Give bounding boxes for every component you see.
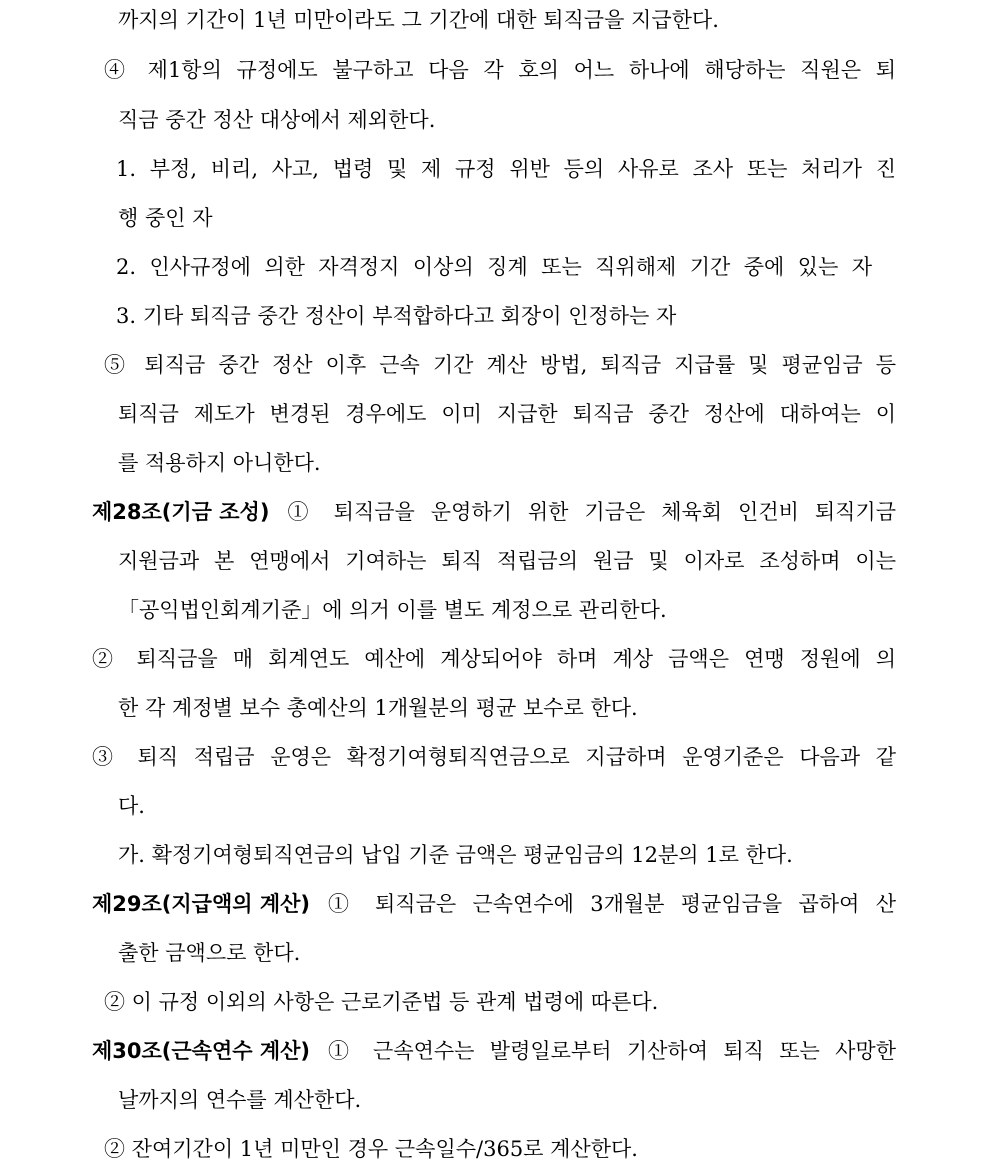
text-line: 행 중인 자 bbox=[118, 206, 213, 230]
clause-4: ④ 제1항의 규정에도 불구하고 다음 각 호의 어느 하나에 해당하는 직원은 퇴 bbox=[104, 58, 896, 82]
article-heading: 제30조(근속연수 계산) bbox=[92, 1039, 311, 1063]
text-line: 날까지의 연수를 계산한다. bbox=[118, 1088, 362, 1112]
text-line: 한 각 계정별 보수 총예산의 1개월분의 평균 보수로 한다. bbox=[118, 696, 638, 720]
clause-3: ③ 퇴직 적립금 운영은 확정기여형퇴직연금으로 지급하며 운영기준은 다음과 같 bbox=[92, 745, 896, 769]
clause-2: ② 퇴직금을 매 회계연도 예산에 계상되어야 하며 계상 금액은 연맹 정원에 의 bbox=[92, 647, 896, 671]
article-28 bbox=[92, 498, 896, 526]
clause-5: ⑤ 퇴직금 중간 정산 이후 근속 기간 계산 방법, 퇴직금 지급률 및 평균임금 등 bbox=[104, 353, 896, 377]
text-line: ① 퇴직금은 근속연수에 3개월분 평균임금을 곱하여 산 bbox=[328, 892, 896, 916]
list-item: 2. 인사규정에 의한 자격정지 이상의 징계 또는 직위해제 기간 중에 있는 자 bbox=[116, 255, 872, 279]
clause-2: ② 잔여기간이 1년 미만인 경우 근속일수/365로 계산한다. bbox=[104, 1137, 638, 1161]
text-line: ① 근속연수는 발령일로부터 기산하여 퇴직 또는 사망한 bbox=[328, 1039, 896, 1063]
text-line: 출한 금액으로 한다. bbox=[118, 941, 301, 965]
text-line: 까지의 기간이 1년 미만이라도 그 기간에 대한 퇴직금을 지급한다. bbox=[118, 8, 719, 32]
text-line: 퇴직금 제도가 변경된 경우에도 이미 지급한 퇴직금 중간 정산에 대하여는 이 bbox=[118, 402, 896, 426]
text-line: 를 적용하지 아니한다. bbox=[118, 451, 321, 475]
text-line: 지원금과 본 연맹에서 기여하는 퇴직 적립금의 원금 및 이자로 조성하며 이는 bbox=[118, 549, 896, 573]
article-heading: 제28조(기금 조성) bbox=[92, 500, 270, 524]
article-heading: 제29조(지급액의 계산) bbox=[92, 892, 311, 916]
text-line: ① 퇴직금을 운영하기 위한 기금은 체육회 인건비 퇴직기금 bbox=[287, 500, 896, 524]
list-item: 가. 확정기여형퇴직연금의 납입 기준 금액은 평균임금의 12분의 1로 한다. bbox=[118, 843, 793, 867]
article-30 bbox=[92, 1037, 896, 1065]
text-line: 다. bbox=[118, 794, 145, 818]
article-29 bbox=[92, 890, 896, 918]
text-line: 직금 중간 정산 대상에서 제외한다. bbox=[118, 108, 436, 132]
text-line: 「공익법인회계기준」에 의거 이를 별도 계정으로 관리한다. bbox=[118, 598, 667, 622]
list-item: 3. 기타 퇴직금 중간 정산이 부적합하다고 회장이 인정하는 자 bbox=[116, 304, 677, 328]
clause-2: ② 이 규정 이외의 사항은 근로기준법 등 관계 법령에 따른다. bbox=[104, 990, 659, 1014]
list-item: 1. 부정, 비리, 사고, 법령 및 제 규정 위반 등의 사유로 조사 또는 처리가 진 bbox=[116, 157, 896, 181]
